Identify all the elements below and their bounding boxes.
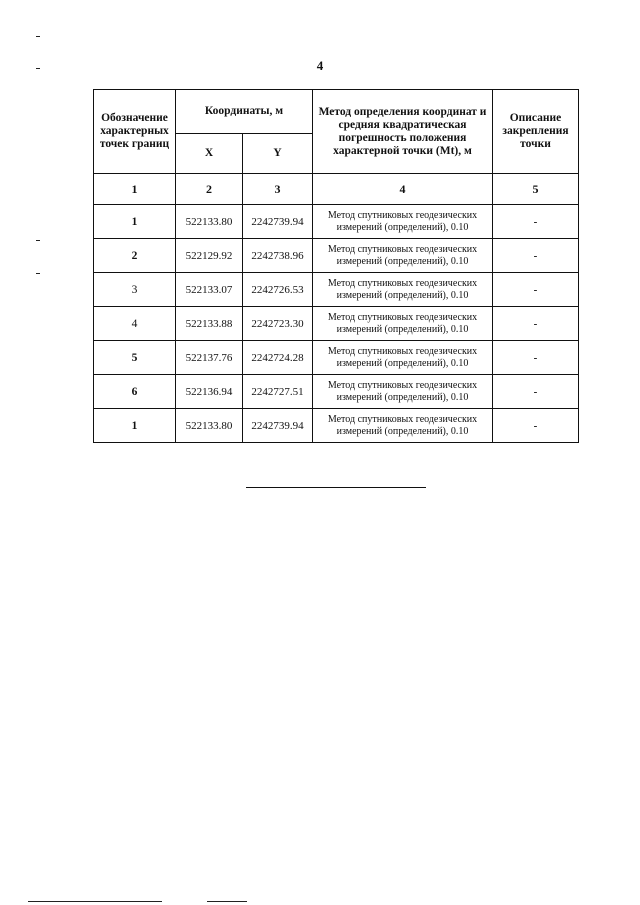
coordinate-x: 522129.92 (176, 239, 243, 273)
point-designation: 4 (94, 307, 176, 341)
column-number: 3 (243, 174, 313, 205)
footer-rule (28, 901, 162, 902)
point-fixing-description: - (493, 205, 579, 239)
point-fixing-description: - (493, 409, 579, 443)
column-number: 1 (94, 174, 176, 205)
coordinate-x: 522133.88 (176, 307, 243, 341)
coordinate-x: 522133.80 (176, 205, 243, 239)
table-row (94, 273, 579, 307)
header-description: Описание закрепления точки (493, 90, 579, 174)
point-designation: 1 (94, 409, 176, 443)
point-fixing-description: - (493, 273, 579, 307)
header-y: Y (243, 134, 313, 174)
coordinate-y: 2242726.53 (243, 273, 313, 307)
coordinate-y: 2242723.30 (243, 307, 313, 341)
coordinate-y: 2242724.28 (243, 341, 313, 375)
method-description: Метод спутниковых геодезических измерений (определений), 0.10 (313, 205, 493, 239)
table-row (94, 307, 579, 341)
table-row (94, 205, 579, 239)
point-designation: 5 (94, 341, 176, 375)
point-fixing-description: - (493, 307, 579, 341)
scan-margin-mark (36, 68, 40, 69)
point-fixing-description: - (493, 375, 579, 409)
table-row (94, 341, 579, 375)
coordinate-y: 2242738.96 (243, 239, 313, 273)
method-description: Метод спутниковых геодезических измерений (определений), 0.10 (313, 273, 493, 307)
column-number-row (94, 174, 579, 205)
coordinates-table (93, 89, 579, 443)
method-description: Метод спутниковых геодезических измерений (определений), 0.10 (313, 375, 493, 409)
column-number: 2 (176, 174, 243, 205)
table-row (94, 375, 579, 409)
point-designation: 3 (94, 273, 176, 307)
method-description: Метод спутниковых геодезических измерений (определений), 0.10 (313, 239, 493, 273)
header-method: Метод определения координат и средняя квадратическая погрешность положения характерной точки (Mt), м (313, 90, 493, 174)
column-number: 4 (313, 174, 493, 205)
point-designation: 6 (94, 375, 176, 409)
coordinate-x: 522133.07 (176, 273, 243, 307)
coordinate-x: 522137.76 (176, 341, 243, 375)
end-of-document-rule (246, 487, 426, 488)
point-designation: 2 (94, 239, 176, 273)
column-number: 5 (493, 174, 579, 205)
method-description: Метод спутниковых геодезических измерений (определений), 0.10 (313, 307, 493, 341)
coordinate-y: 2242739.94 (243, 205, 313, 239)
scan-margin-mark (36, 240, 40, 241)
footer-rule (207, 901, 247, 902)
page-number: 4 (316, 58, 324, 73)
scan-margin-mark (36, 273, 40, 274)
header-x: X (176, 134, 243, 174)
scan-margin-mark (36, 36, 40, 37)
point-fixing-description: - (493, 341, 579, 375)
coordinate-y: 2242739.94 (243, 409, 313, 443)
point-fixing-description: - (493, 239, 579, 273)
method-description: Метод спутниковых геодезических измерений (определений), 0.10 (313, 409, 493, 443)
header-coordinates: Координаты, м (176, 90, 313, 134)
point-designation: 1 (94, 205, 176, 239)
coordinate-x: 522136.94 (176, 375, 243, 409)
coordinate-y: 2242727.51 (243, 375, 313, 409)
header-designation: Обозначение характерных точек границ (94, 90, 176, 174)
method-description: Метод спутниковых геодезических измерений (определений), 0.10 (313, 341, 493, 375)
table-row (94, 239, 579, 273)
table-row (94, 409, 579, 443)
coordinate-x: 522133.80 (176, 409, 243, 443)
